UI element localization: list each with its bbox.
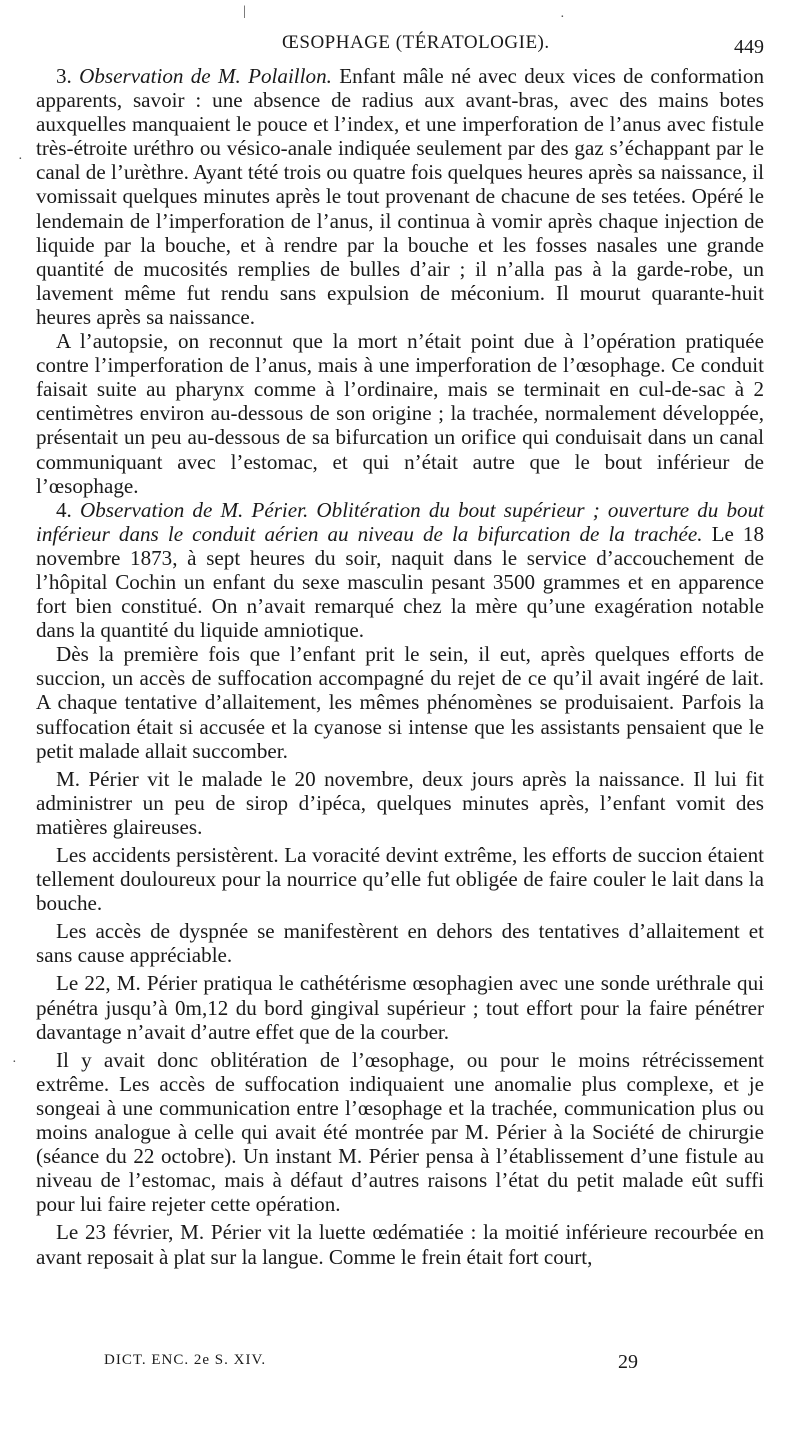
paragraph: Dès la première fois que l’enfant prit le sein, il eut, après quelques efforts de succion, un accès de suffocation accompagné du rejet de ce qu’il avait ingéré de lait. A chaque tentative d’allaitement, les mêmes phénomènes se produisaient. Parfois la suffocation était si accusée et la cyanose si intense que les assistants pensaient que le petit malade allait succomber. [36,642,764,763]
observation-number: 3. [56,64,80,88]
running-title: ŒSOPHAGE (TÉRATOLOGIE). [282,32,550,53]
paragraph-text: Enfant mâle né avec deux vices de conformation apparents, savoir : une absence de radius aux avant-bras, avec des mains botes auxquelles manquaient le pouce et l’index, et une imperforation de l’anus avec fistule très-étroite uréthro ou vésico-anale indiquée seulement par des gaz s’échappant par le canal de l’urèthre. Ayant tété trois ou quatre fois quelques heures après sa naissance, il vomissait quelques minutes après le tout provenant de chacune de ses tetées. Opéré le lendemain de l’imperforation de l’anus, il continua à vomir après chaque injection de liquide par la bouche, et à rendre par la bouche et les fosses nasales une grande quantité de mucosités remplies de bulles d’air ; il n’alla pas à la garde-robe, un lavement même fut rendu sans expulsion de méconium. Il mourut quarante-huit heures après sa naissance. [36,64,765,329]
paragraph: M. Périer vit le malade le 20 novembre, deux jours après la naissance. Il lui fit administrer un peu de sirop d’ipéca, quelques minutes après, l’enfant vomit des matières glaireuses. [36,766,764,839]
running-head [0,30,800,64]
paragraph: Les accès de dyspnée se manifestèrent en dehors des tentatives d’allaitement et sans cause appréciable. [36,919,764,968]
stray-mark-top: | [243,4,246,19]
stray-mark-left: · [18,152,23,167]
paragraph-observation-3 [36,64,764,329]
stray-mark-top-right: · [560,10,565,25]
observation-title: Observation de M. Polaillon. [79,64,332,88]
signature-line: DICT. ENC. 2e S. XIV. [104,1352,267,1368]
body-text [36,64,764,1269]
paragraph: Le 23 février, M. Périer vit la luette œdématiée : la moitié inférieure recourbée en avant reposait à plat sur la langue. Comme le frein était fort court, [36,1220,764,1269]
stray-mark-left-lower: · [12,1055,17,1070]
paragraph: A l’autopsie, on reconnut que la mort n’était point due à l’opération pratiquée contre l’imperforation de l’anus, mais à une imperforation de l’œsophage. Ce conduit faisait suite au pharynx comme à l’ordinaire, mais se terminait en cul-de-sac à 2 centimètres environ au-dessous de son origine ; la trachée, normalement développée, présentait un peu au-dessous de sa bifurcation un orifice qui conduisait dans un canal communiquant avec l’estomac, et qui n’était autre que le bout inférieur de l’œsophage. [36,329,764,498]
signature-number: 29 [618,1351,638,1373]
paragraph-observation-4 [36,498,764,643]
paragraph: Le 22, M. Périer pratiqua le cathétérisme œsophagien avec une sonde uréthrale qui pénétra jusqu’à 0m,12 du bord gingival supérieur ; tout effort pour la faire pénétrer davantage n’avait d’autre effet que de la courber. [36,971,764,1044]
page-footer [0,1352,800,1382]
paragraph: Il y avait donc oblitération de l’œsophage, ou pour le moins rétrécissement extrême. Les accès de suffocation indiquaient une anomalie plus complexe, et je songeai à une communication entre l’œsophage et la trachée, communication plus ou moins analogue à celle qui avait été montrée par M. Périer à la Société de chirurgie (séance du 22 octobre). Un instant M. Périer pensa à l’établissement d’une fistule au niveau de l’estomac, mais à défaut d’autres raisons l’état du petit malade eût suffi pour lui faire rejeter cette opération. [36,1047,764,1217]
observation-number: 4. [56,497,80,522]
paragraph-text: Le 18 novembre 1873, à sept heures du soir, naquit dans le service d’accouchement de l’hôpital Cochin un enfant du sexe masculin pesant 3500 grammes et en apparence fort bien constitué. On n’avait remarqué chez la mère qu’une exagération notable dans la quantité du liquide amniotique. [36,521,764,643]
page-number: 449 [734,36,764,58]
paragraph: Les accidents persistèrent. La voracité devint extrême, les efforts de succion étaient tellement douloureux pour la nourrice qu’elle fut obligée de faire couler le lait dans la bouche. [36,843,764,916]
observation-title: Observation de M. Périer. Oblitération du bout supérieur ; ouverture du bout inférieur dans le conduit aérien au niveau de la bifurcation de la trachée. [36,497,765,546]
